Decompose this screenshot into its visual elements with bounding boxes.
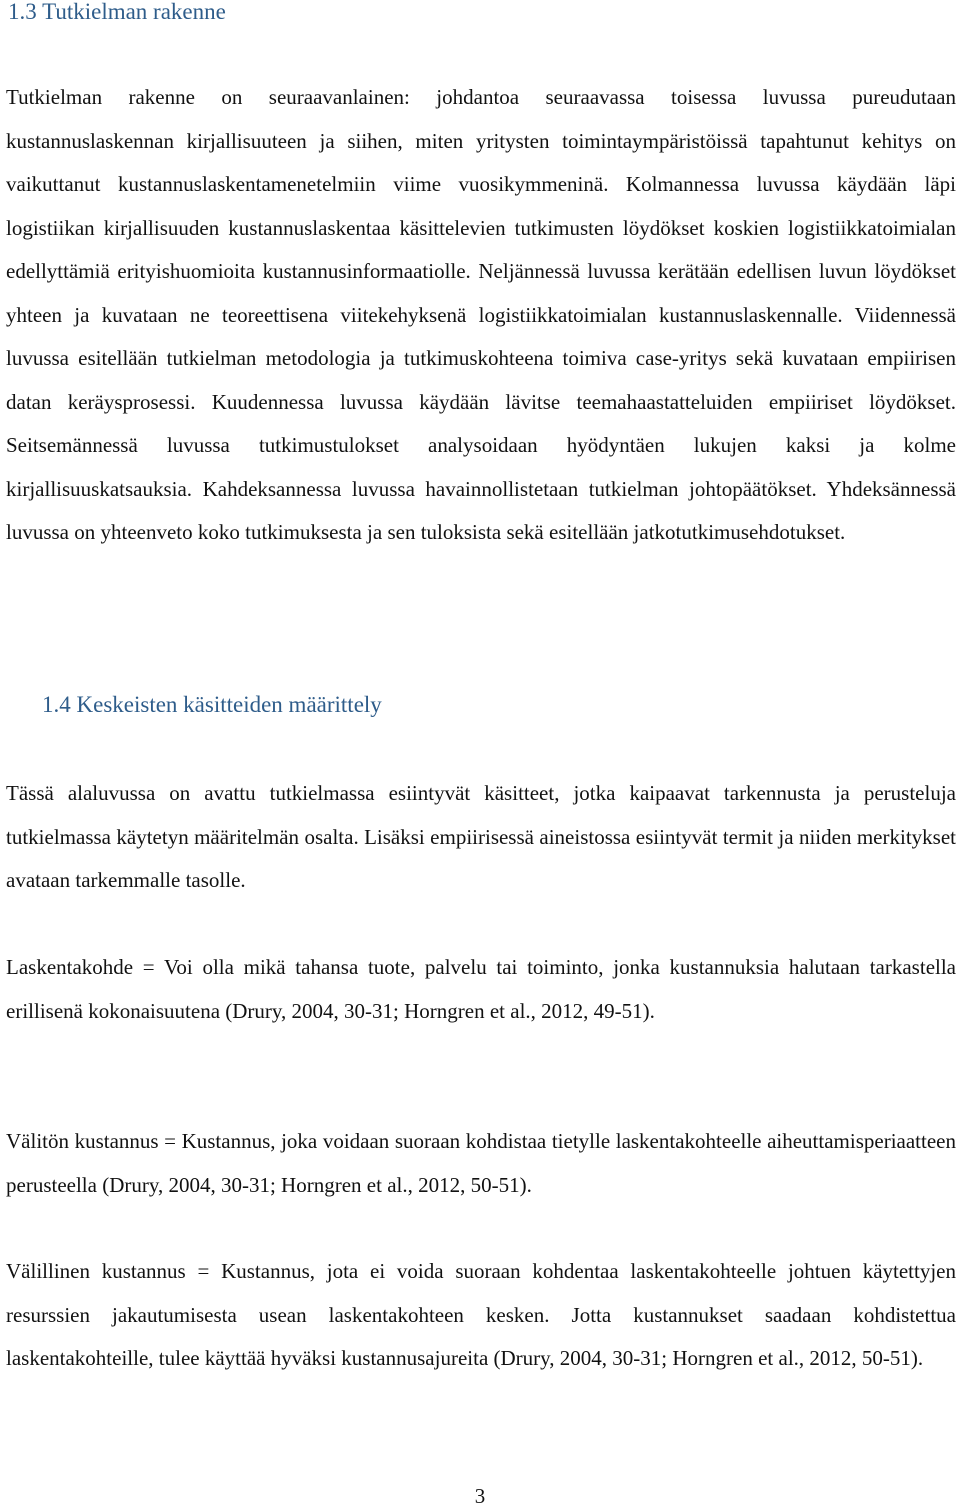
section-heading-1-3: 1.3 Tutkielman rakenne bbox=[8, 0, 226, 24]
page-number: 3 bbox=[474, 1484, 486, 1508]
definition-valillinen-kustannus: Välillinen kustannus = Kustannus, jota ei voida suoraan kohdentaa laskentakohteelle johtuen käytettyjen resurssien jakautumisesta usean laskentakohteen kesken. Jotta kustannukset saadaan kohdistettua laskentakohteille, tulee käyttää hyväksi kustannusajureita (Drury, 2004, 30-31; Horngren et al., 2012, 50-51). bbox=[6, 1259, 956, 1370]
section-1-3-paragraph: Tutkielman rakenne on seuraavanlainen: johdantoa seuraavassa toisessa luvussa pureudutaan kustannuslaskennan kirjallisuuteen ja siihen, miten yritysten toimintaympäristöissä tapahtunut kehitys on vaikuttanut kustannuslaskentamenetelmiin viime vuosikymmeninä. Kolmannessa luvussa käydään läpi logistiikan kirjallisuuden kustannuslaskentaa käsittelevien tutkimusten löydökset koskien logistiikkatoimialan edellyttämiä erityishuomioita kustannusinformaatiolle. Neljännessä luvussa kerätään edellisen luvun löydökset yhteen ja kuvataan ne teoreettisena viitekehyksenä logistiikkatoimialan kustannuslaskennalle. Viidennessä luvussa esitellään tutkielman metodologia ja tutkimuskohteena toimiva case-yritys sekä kuvataan empiirisen datan keräysprosessi. Kuudennessa luvussa käydään lävitse teemahaastatteluiden empiiriset löydökset. Seitsemännessä luvussa tutkimustulokset analysoidaan hyödyntäen lukujen kaksi ja kolme kirjallisuuskatsauksia. Kahdeksannessa luvussa havainnollistetaan tutkielman johtopäätökset. Yhdeksännessä luvussa on yhteenveto koko tutkimuksesta ja sen tuloksista sekä esitellään jatkotutkimusehdotukset. bbox=[6, 85, 956, 544]
section-heading-1-4: 1.4 Keskeisten käsitteiden määrittely bbox=[42, 692, 382, 717]
section-1-4-intro: Tässä alaluvussa on avattu tutkielmassa esiintyvät käsitteet, jotka kaipaavat tarkennusta ja perusteluja tutkielmassa käytetyn määritelmän osalta. Lisäksi empiirisessä aineistossa esiintyvät termit ja niiden merkitykset avataan tarkemmalle tasolle. bbox=[6, 781, 956, 892]
definition-laskentakohde: Laskentakohde = Voi olla mikä tahansa tuote, palvelu tai toiminto, jonka kustannuksia halutaan tarkastella erillisenä kokonaisuutena (Drury, 2004, 30-31; Horngren et al., 2012, 49-51). bbox=[6, 955, 956, 1023]
definition-valiton-kustannus: Välitön kustannus = Kustannus, joka voidaan suoraan kohdistaa tietylle laskentakohteelle aiheuttamisperiaatteen perusteella (Drury, 2004, 30-31; Horngren et al., 2012, 50-51). bbox=[6, 1129, 956, 1197]
